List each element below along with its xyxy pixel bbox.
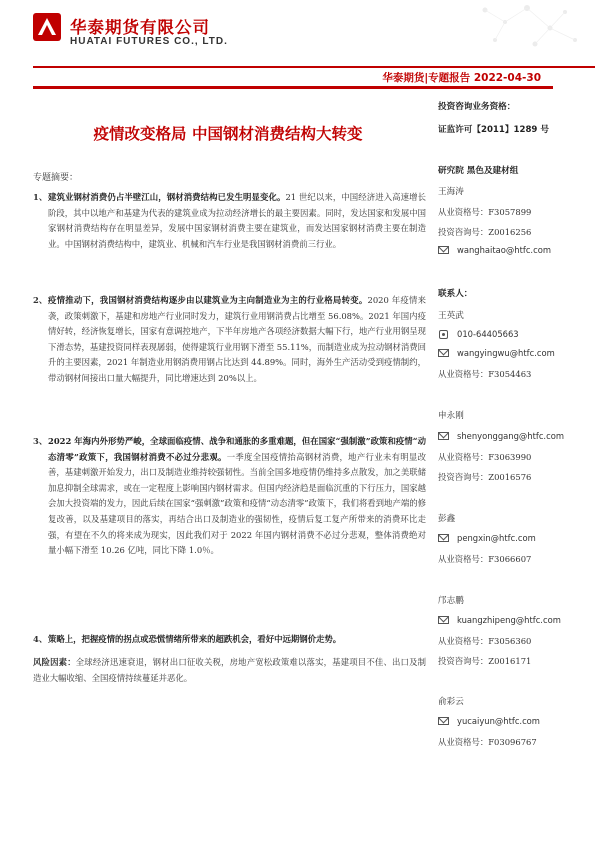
item-lead: 疫情推动下，我国钢材消费结构逐步由以建筑业为主向制造业为主的行业格局转变。 xyxy=(48,295,368,305)
analyst-email[interactable]: wanghaitao@htfc.com xyxy=(457,245,551,255)
header-rule xyxy=(33,66,595,68)
analyst-name: 王海涛 xyxy=(438,187,464,197)
contact-name: 俞彩云 xyxy=(438,697,464,707)
contact-phone[interactable]: 010-64405663 xyxy=(457,329,519,339)
phone-icon xyxy=(439,330,448,339)
contact-email[interactable]: pengxin@htfc.com xyxy=(457,533,536,543)
item-lead: 2022 年海内外形势严峻，全球面临疫情、战争和通胀的多重难题，但在国家“强制激”政策和疫情“动态清零”政策下，我国钢材消费不必过分悲观。 xyxy=(48,436,426,462)
contact-practice-id: 从业资格号：F03096767 xyxy=(438,737,537,747)
contact-email[interactable]: shenyonggang@htfc.com xyxy=(457,431,564,441)
contact-email[interactable]: yucaiyun@htfc.com xyxy=(457,716,540,726)
item-number: 4、 xyxy=(33,634,48,644)
abstract-label: 专题摘要： xyxy=(33,173,79,183)
contact-practice-id: 从业资格号：F3063990 xyxy=(438,452,532,462)
contact-practice-id: 从业资格号：F3066607 xyxy=(438,554,532,564)
email-icon xyxy=(438,616,449,624)
email-icon xyxy=(438,534,449,542)
item-body: 一季度全国疫情抬高钢材消费，地产行业未有明显改善，基建刺激开始发力，出口及制造业维持较强韧性。当前全国多地疫情仍维持多点散发，加之美联储加息抑制全球需求，或在一定程度上影响国内钢材需求。但国内经济趋是面临沉重的下行压力，国家越会加大投资端的发力，因此后续在国家“强刺激”政策和疫情“动态清零”政策下，我们将看到地产端的修复改善，以及基建项目的落实，再结合出口及制造业的强韧性，疫情后复工复产所带来的消费环比走强，有望在不久的将来成为现实，因此我们对于 2022 年国内钢材消费不必过分悲观，整体消费绝对量小幅下滑至 10.26 亿吨，同比下降 1.0％。 xyxy=(48,451,426,556)
abstract-item-4 xyxy=(33,632,426,648)
company-logo-icon xyxy=(33,13,61,41)
contact-advisory-id: 投资咨询号：Z0016576 xyxy=(438,472,532,482)
contact-name: 彭鑫 xyxy=(438,514,456,524)
contact-name: 邝志鹏 xyxy=(438,596,464,606)
risk-text: 全球经济迅速衰退，钢材出口征收关税，房地产宽松政策难以落实，基建项目不佳、出口及制造业大幅收缩、全国疫情持续蔓延并恶化。 xyxy=(33,657,427,683)
license-number: 证监许可【2011】1289 号 xyxy=(438,125,549,135)
item-number: 3、 xyxy=(33,436,48,446)
team-title: 研究院 黑色及建材组 xyxy=(438,166,519,176)
contact-name: 王英武 xyxy=(438,311,464,321)
item-number: 1、 xyxy=(33,192,48,202)
abstract-item-3 xyxy=(33,434,426,559)
contact-practice-id: 从业资格号：F3056360 xyxy=(438,636,532,646)
report-title: 疫情改变格局 中国钢材消费结构大转变 xyxy=(93,125,363,143)
item-number: 2、 xyxy=(33,295,48,305)
contact-practice-id: 从业资格号：F3054463 xyxy=(438,369,532,379)
contacts-title: 联系人： xyxy=(438,289,473,299)
item-body: 2020 年疫情来袭，政策刺激下，基建和房地产行业同时发力，建筑行业用钢消费占比增至 56.08%。2021 年国内疫情好转，经济恢复增长，国家有意调控地产，下半年房地产各项经济数据大幅下行，地产行业用钢呈现下滑态势，基建投资同样表现孱弱，使得建筑行业用钢下滑至 55.11%，而制造业成为拉动钢材消费回升的主要因素，2021 年制造业用钢消费用钢占比达到 44.89%。同时，海外生产活动受到疫情制约，带动钢材间接出口量大幅提升，同比增速达到 20%以上。 xyxy=(48,295,426,383)
risk-label: 风险因素： xyxy=(33,657,76,667)
contact-name: 申永刚 xyxy=(438,411,464,421)
email-icon xyxy=(438,246,449,254)
item-lead: 建筑业钢材消费仍占半壁江山，钢材消费结构已发生明显变化。 xyxy=(48,192,286,202)
contact-email[interactable]: kuangzhipeng@htfc.com xyxy=(457,615,561,625)
item-lead: 策略上，把握疫情的拐点或恐慌情绪所带来的超跌机会，看好中远期钢价走势。 xyxy=(48,634,342,644)
abstract-item-1 xyxy=(33,190,426,252)
contact-advisory-id: 投资咨询号：Z0016171 xyxy=(438,656,532,666)
analyst-practice-id: 从业资格号：F3057899 xyxy=(438,207,532,217)
analyst-advisory-id: 投资咨询号：Z0016256 xyxy=(438,227,532,237)
company-name-en: HUATAI FUTURES CO., LTD. xyxy=(70,36,228,47)
email-icon xyxy=(438,349,449,357)
header-decoration xyxy=(465,0,585,55)
header-accent-bar xyxy=(33,86,553,89)
email-icon xyxy=(438,432,449,440)
item-body: 21 世纪以来，中国经济进入高速增长阶段，其中以地产和基建为代表的建筑业成为拉动经济增长的最主要因素。同时，发达国家和发展中国家钢材消费结构存在明显差异，发展中国家钢材消费主要在建筑业，而发达国家钢材消费主要在制造业。中国钢材消费结构中，建筑业、机械和汽车行业是我国钢材消费前三行业。 xyxy=(48,192,426,249)
email-icon xyxy=(438,717,449,725)
abstract-item-2 xyxy=(33,293,426,387)
report-tag: 华泰期货|专题报告 2022-04-30 xyxy=(382,72,541,84)
contact-email[interactable]: wangyingwu@htfc.com xyxy=(457,348,555,358)
risk-factors xyxy=(33,655,426,686)
qualification-title: 投资咨询业务资格： xyxy=(438,102,516,112)
company-name-cn: 华泰期货有限公司 xyxy=(70,18,210,37)
